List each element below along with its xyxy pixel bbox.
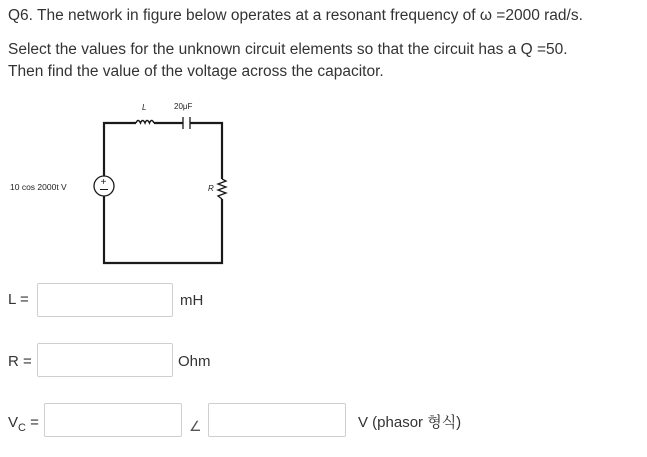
inductance-input[interactable]	[37, 283, 173, 317]
angle-icon: ∠	[189, 418, 202, 434]
inductance-unit: mH	[180, 292, 204, 309]
capacitor-voltage-label-main: V	[8, 414, 19, 431]
resistor-label: R	[208, 184, 214, 193]
resistance-unit: Ohm	[178, 353, 211, 370]
capacitor-label: 20μF	[174, 102, 193, 111]
capacitor-voltage-angle-input[interactable]	[208, 403, 346, 437]
capacitor-voltage-label-subscript: C	[18, 422, 26, 434]
resistance-label: R =	[8, 353, 32, 370]
capacitor-voltage-magnitude-input[interactable]	[44, 403, 182, 437]
resistance-input[interactable]	[37, 343, 173, 377]
source-label: 10 cos 2000t V	[10, 182, 67, 192]
question-line-2: Select the values for the unknown circuit elements so that the circuit has a Q =50.	[8, 41, 568, 58]
capacitor-voltage-label-equals: =	[25, 414, 39, 431]
inductance-label: L =	[8, 291, 29, 308]
capacitor-symbol	[183, 117, 190, 129]
inductor-symbol	[136, 121, 154, 124]
circuit-wires	[104, 123, 222, 263]
wire-bottom	[104, 196, 222, 263]
resistor-symbol	[218, 179, 226, 199]
question-line-3: Then find the value of the voltage across the capacitor.	[8, 63, 384, 80]
circuit-diagram	[0, 95, 260, 270]
capacitor-voltage-unit: V (phasor 형식)	[358, 414, 462, 431]
wire-top-right	[190, 123, 222, 179]
source-plus-sign: +	[100, 177, 107, 188]
capacitor-voltage-label	[8, 413, 39, 438]
question-text	[8, 5, 638, 83]
question-line-1: Q6. The network in figure below operates at a resonant frequency of ω =2000 rad/s.	[8, 7, 583, 24]
wire-top-left	[104, 123, 136, 125]
inductor-label: L	[142, 103, 147, 112]
